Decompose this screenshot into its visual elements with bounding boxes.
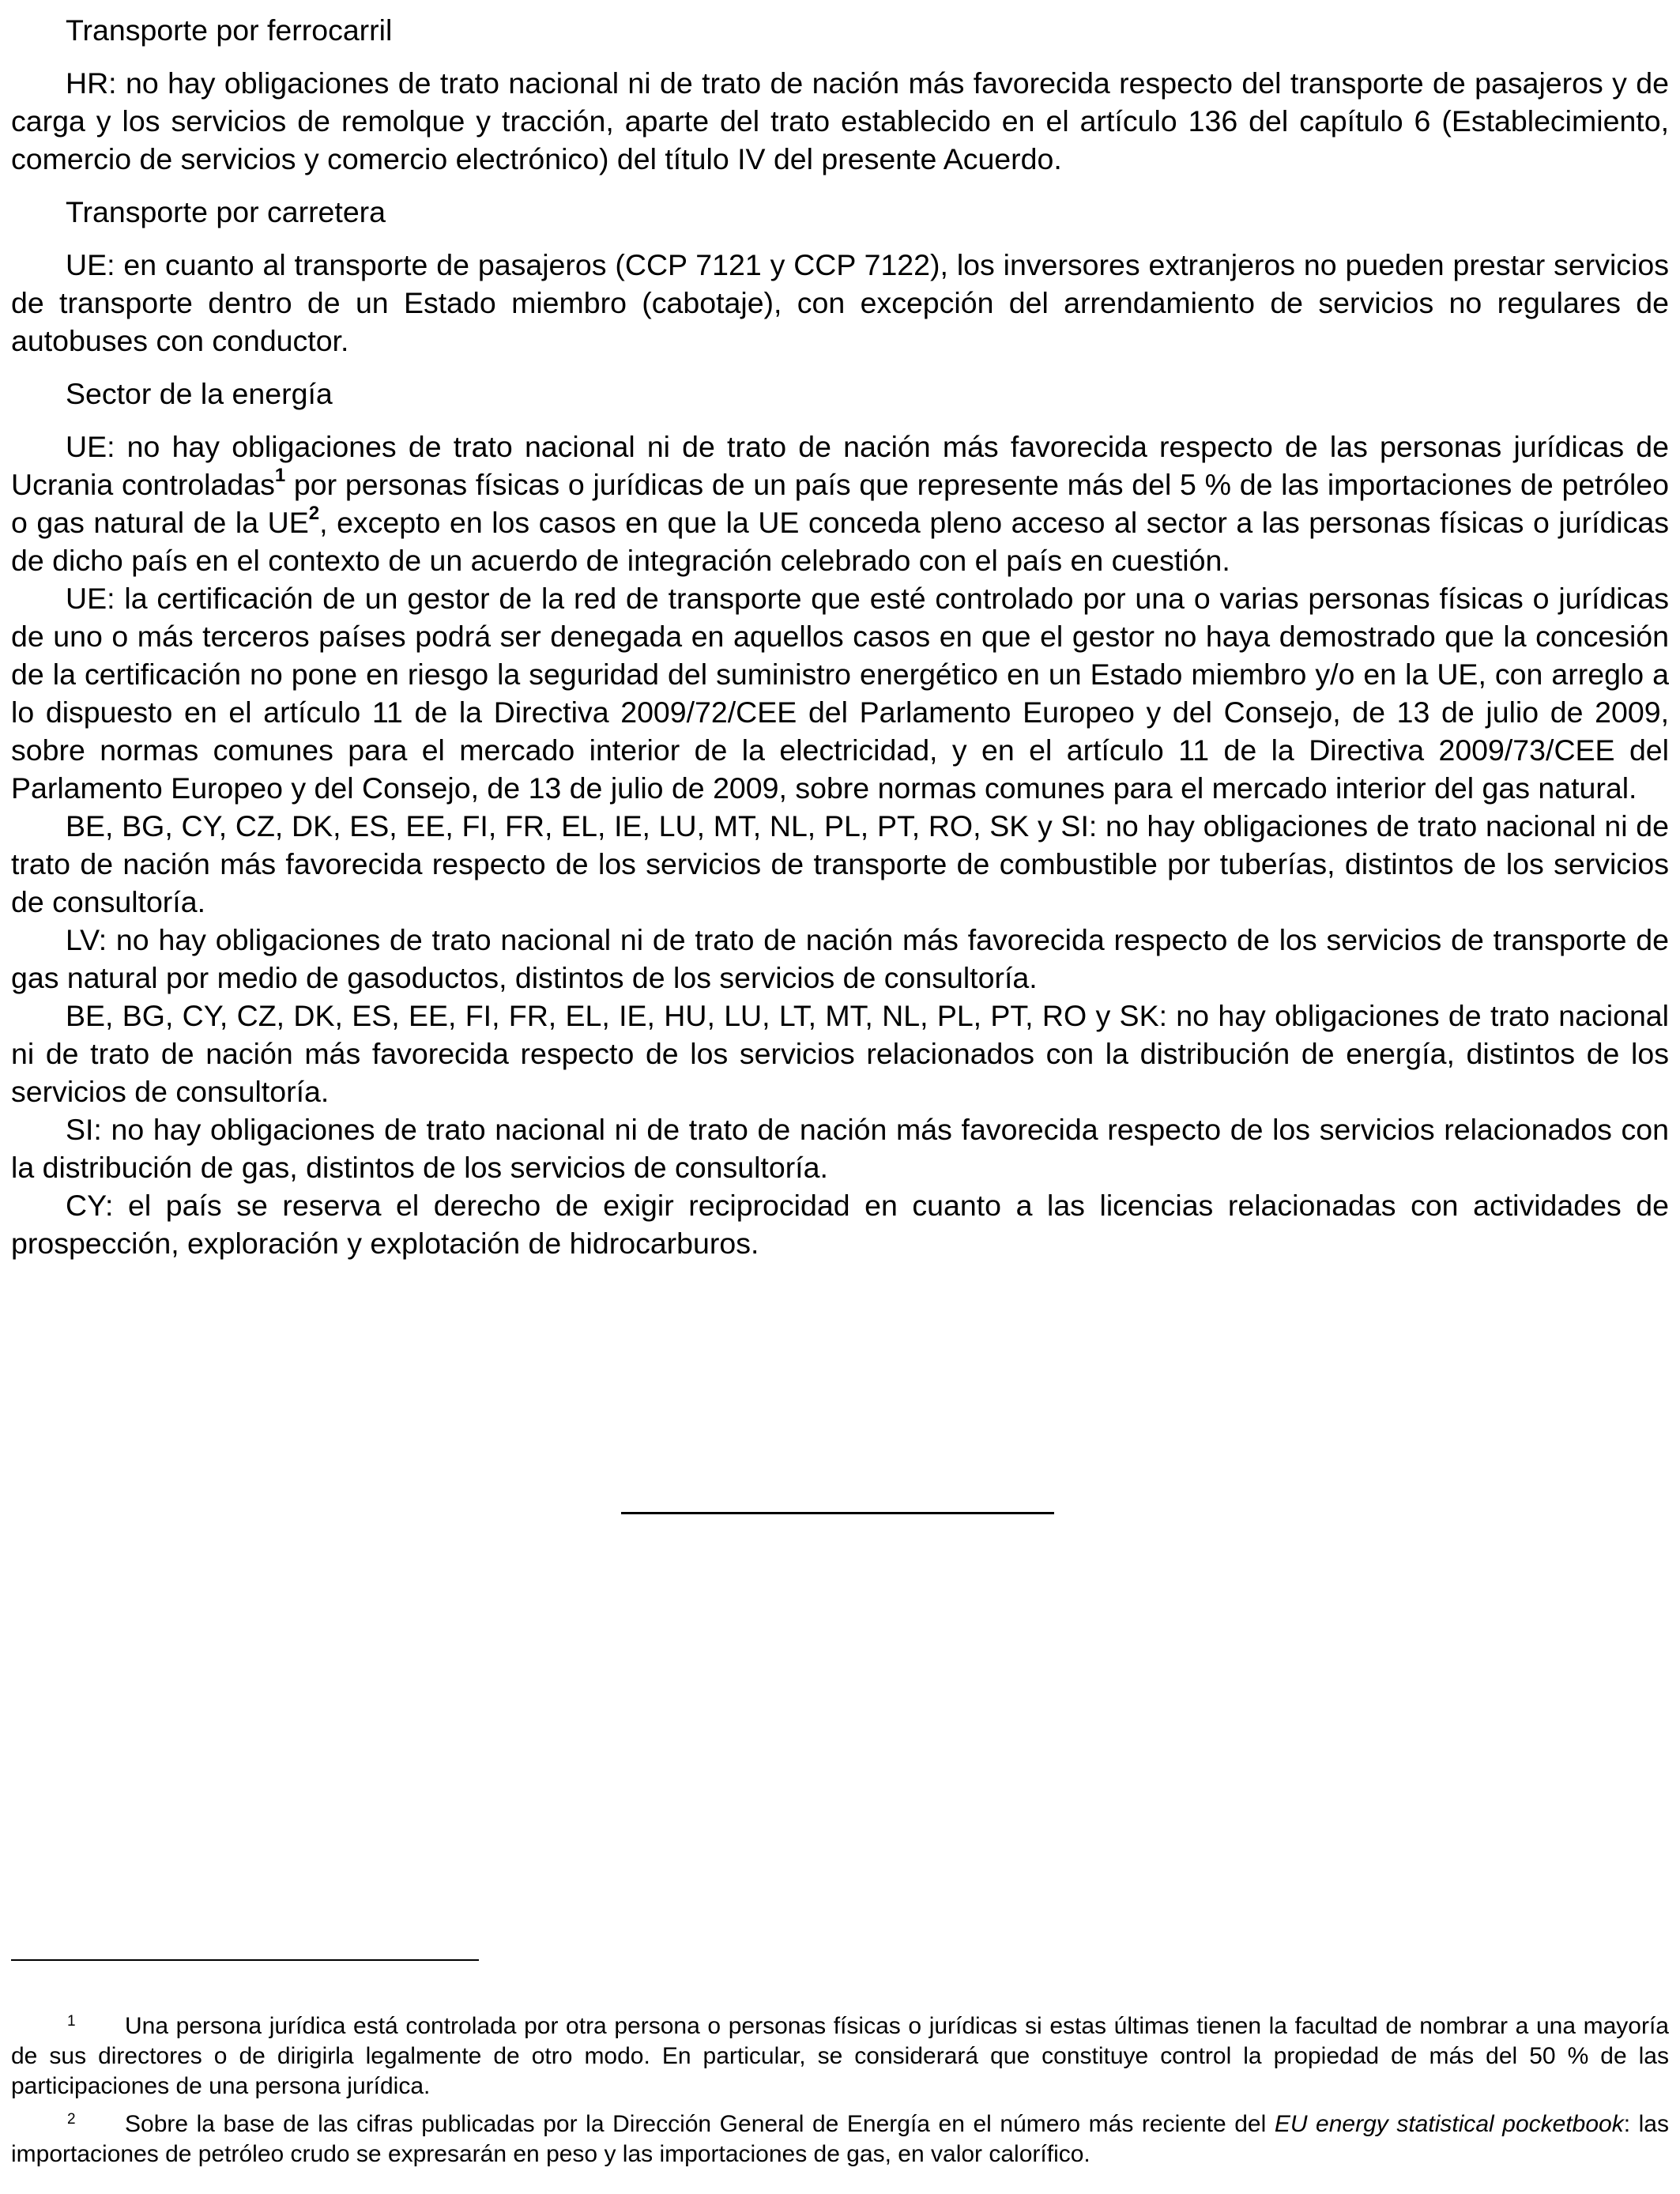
paragraph-energy-distribution: BE, BG, CY, CZ, DK, ES, EE, FI, FR, EL, IE, HU, LU, LT, MT, NL, PL, PT, RO y SK: no hay obligaciones de trato nacional ni de trato de nación más favorecida respecto de los servicios relacionados con la distribución de energía, distintos de los servicios de consultoría.: [11, 999, 1669, 1108]
heading-energy-sector: Sector de la energía: [66, 377, 333, 410]
paragraph-hr-rail: HR: no hay obligaciones de trato nacional ni de trato de nación más favorecida respecto del transporte de pasajeros y de carga y los servicios de remolque y tracción, aparte del trato establecido en el artículo 136 del capítulo 6 (Establecimiento, comercio de servicios y comercio electrónico) del título IV del presente Acuerdo.: [11, 66, 1669, 175]
paragraph-ue-energy-control: [11, 428, 1669, 579]
paragraph-pipeline-fuel: BE, BG, CY, CZ, DK, ES, EE, FI, FR, EL, IE, LU, MT, NL, PL, PT, RO, SK y SI: no hay obligaciones de trato nacional ni de trato de nación más favorecida respecto de los servicios de transporte de combustible por tuberías, distintos de los servicios de consultoría.: [11, 809, 1669, 918]
paragraph-cy-hydrocarbons: CY: el país se reserva el derecho de exigir reciprocidad en cuanto a las licencias relacionadas con actividades de prospección, exploración y explotación de hidrocarburos.: [11, 1189, 1669, 1260]
document-body: [11, 11, 1669, 1262]
paragraph-lv-gas: LV: no hay obligaciones de trato nacional ni de trato de nación más favorecida respecto de los servicios de transporte de gas natural por medio de gasoductos, distintos de los servicios de consultoría.: [11, 923, 1669, 994]
footnote-title-italic: EU energy statistical pocketbook: [1274, 2111, 1624, 2137]
footnote-separator: [11, 1959, 479, 1961]
paragraph-ue-road: UE: en cuanto al transporte de pasajeros (CCP 7121 y CCP 7122), los inversores extranjeros no pueden prestar servicios de transporte dentro de un Estado miembro (cabotaje), con excepción del arrendamiento de servicios no regulares de autobuses con conductor.: [11, 248, 1669, 357]
end-of-text-rule: [621, 1512, 1054, 1514]
footnote-reference-2: 2: [308, 502, 320, 524]
footnote-1: 1 Una persona jurídica está controlada por otra persona o personas físicas o jurídicas si estas últimas tienen la facultad de nombrar a una mayoría de sus directores o de dirigirla legalmente de otro modo. En particular, se considerará que constituye control la propiedad de más del 50 % de las participaciones de una persona jurídica.: [11, 2013, 1669, 2099]
paragraph-text: por personas físicas o jurídicas de un país que represente más del 5 % de las importaciones de petróleo o gas natural de la UE: [11, 468, 1669, 539]
heading-road-transport: Transporte por carretera: [66, 195, 386, 228]
paragraph-si-gas: SI: no hay obligaciones de trato nacional ni de trato de nación más favorecida respecto de los servicios relacionados con la distribución de gas, distintos de los servicios de consultoría.: [11, 1113, 1669, 1184]
footnote-text: Sobre la base de las cifras publicadas por la Dirección General de Energía en el número más reciente del: [125, 2111, 1275, 2137]
paragraph-ue-certification: UE: la certificación de un gestor de la red de transporte que esté controlado por una o varias personas físicas o jurídicas de uno o más terceros países podrá ser denegada en aquellos casos en que el gestor no haya demostrado que la concesión de la certificación no pone en riesgo la seguridad del suministro energético en un Estado miembro y/o en la UE, con arreglo a lo dispuesto en el artículo 11 de la Directiva 2009/72/CEE del Parlamento Europeo y del Consejo, de 13 de julio de 2009, sobre normas comunes para el mercado interior de la electricidad, y en el artículo 11 de la Directiva 2009/73/CEE del Parlamento Europeo y del Consejo, de 13 de julio de 2009, sobre normas comunes para el mercado interior del gas natural.: [11, 582, 1669, 805]
paragraph-text: , excepto en los casos en que la UE conceda pleno acceso al sector a las personas físicas o jurídicas de dicho país en el contexto de un acuerdo de integración celebrado con el país en cuestión.: [11, 506, 1669, 577]
footnotes: [11, 2011, 1669, 2169]
footnote-text: Una persona jurídica está controlada por otra persona o personas físicas o jurídicas si estas últimas tienen la facultad de nombrar a una mayoría de sus directores o de dirigirla legalmente de otro modo. En particular, se considerará que constituye control la propiedad de más del 50 % de las participaciones de una persona jurídica.: [11, 2013, 1669, 2099]
footnote-2: 2 Sobre la base de las cifras publicadas por la Dirección General de Energía en el número más reciente del EU energy statistical pocketbook: las importaciones de petróleo crudo se expresarán en peso y las importaciones de gas, en valor calorífico.: [11, 2111, 1669, 2167]
heading-rail-transport: Transporte por ferrocarril: [66, 13, 393, 47]
footnote-reference-1: 1: [274, 464, 286, 486]
footnote-text: : las importaciones de petróleo crudo se expresarán en peso y las importaciones de gas, en valor calorífico.: [11, 2111, 1669, 2167]
paragraph-text: UE: no hay obligaciones de trato nacional ni de trato de nación más favorecida respecto de las personas jurídicas de Ucrania controladas: [11, 430, 1669, 501]
